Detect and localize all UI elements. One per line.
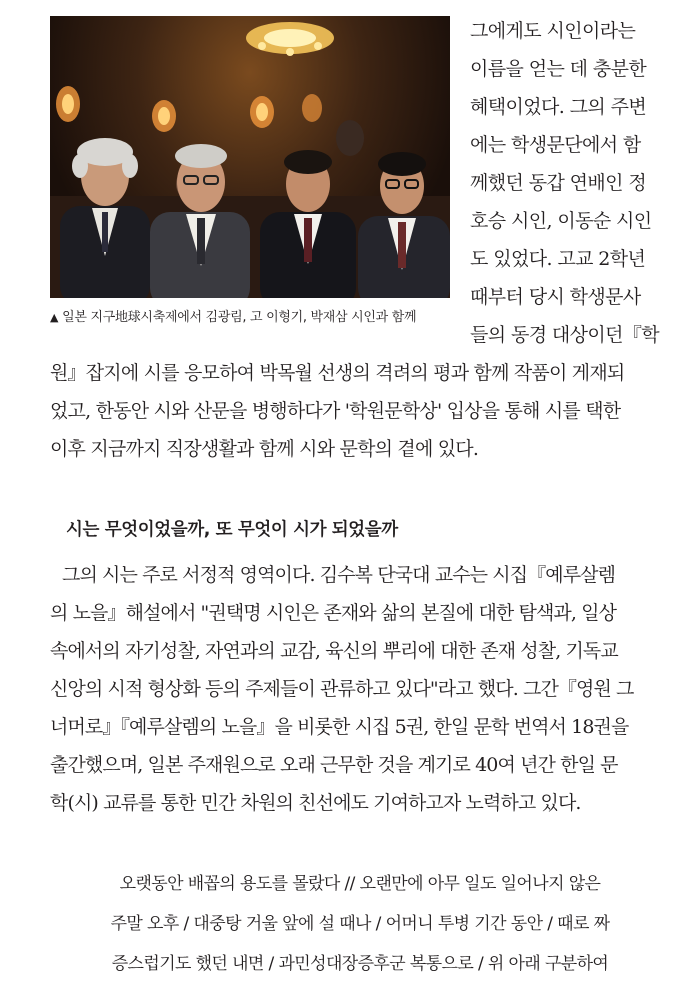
text-line: 원』잡지에 시를 응모하여 박목월 선생의 격려의 평과 함께 작품이 게재되: [50, 362, 625, 384]
chandelier-icon: [246, 22, 334, 56]
photo-caption: [50, 306, 460, 325]
text-line: 출간했으며, 일본 주재원으로 오래 근무한 것을 계기로 40여 년간 한일 문: [50, 754, 618, 776]
text-line: 속에서의 자기성찰, 자연과의 교감, 육신의 뿌리에 대한 존재 성찰, 기독교: [50, 640, 618, 662]
text-line: 었고, 한동안 시와 산문을 병행하다가 '학원문학상' 입상을 통해 시를 택한: [50, 400, 621, 422]
text-line: 에는 학생문단에서 함: [470, 134, 641, 156]
person-figure: [358, 152, 450, 298]
person-figure: [60, 138, 150, 298]
text-line: 호승 시인, 이동순 시인: [470, 210, 652, 232]
paragraph-1-continuation: [50, 354, 660, 468]
poem-line: 오랫동안 배꼽의 용도를 몰랐다 // 오랜만에 아무 일도 일어나지 않은: [119, 874, 601, 894]
caption-text: 일본 지구地球시축제에서 김광림, 고 이형기, 박재삼 시인과 함께: [62, 310, 417, 325]
photo-illustration: [50, 16, 450, 298]
text-line: 이름을 얻는 데 충분한: [470, 58, 647, 80]
text-line: 너머로』『예루살렘의 노을』을 비롯한 시집 5권, 한일 문학 번역서 18권을: [50, 716, 629, 738]
section-heading: 시는 무엇이었을까, 또 무엇이 시가 되었을까: [66, 520, 398, 540]
poem-excerpt: [70, 864, 650, 984]
person-figure: [260, 150, 356, 298]
text-line: 그의 시는 주로 서정적 영역이다. 김수복 단국대 교수는 시집『예루살렘: [62, 564, 616, 586]
text-line: 도 있었다. 고교 2학년: [470, 248, 646, 270]
text-line: 때부터 당시 학생문사: [470, 286, 641, 308]
text-line: 신앙의 시적 형상화 등의 주제들이 관류하고 있다"라고 했다. 그간『영원 그: [50, 678, 634, 700]
text-line: 혜택이었다. 그의 주변: [470, 96, 647, 118]
text-line: 께했던 동갑 연배인 정: [470, 172, 647, 194]
person-figure: [150, 144, 250, 298]
text-line: 그에게도 시인이라는: [470, 20, 636, 42]
paragraph-2: [50, 556, 670, 822]
paragraph-1-side-column: [470, 12, 670, 354]
text-line: 들의 동경 대상이던『학: [470, 324, 660, 346]
wall-lamp-icon: [56, 86, 322, 132]
text-line: 의 노을』해설에서 "권택명 시인은 존재와 삶의 본질에 대한 탐색과, 일상: [50, 602, 617, 624]
event-photo: [50, 16, 450, 298]
text-line: 학(시) 교류를 통한 민간 차원의 친선에도 기여하고자 노력하고 있다.: [50, 792, 581, 814]
poem-line: 주말 오후 / 대중탕 거울 앞에 설 때나 / 어머니 투병 기간 동안 / 때로 짜: [110, 914, 610, 934]
text-line: 이후 지금까지 직장생활과 함께 시와 문학의 곁에 있다.: [50, 438, 479, 460]
triangle-up-icon: ▲: [50, 311, 59, 324]
poem-line: 증스럽기도 했던 내면 / 과민성대장증후군 복통으로 / 위 아래 구분하여: [111, 954, 609, 974]
